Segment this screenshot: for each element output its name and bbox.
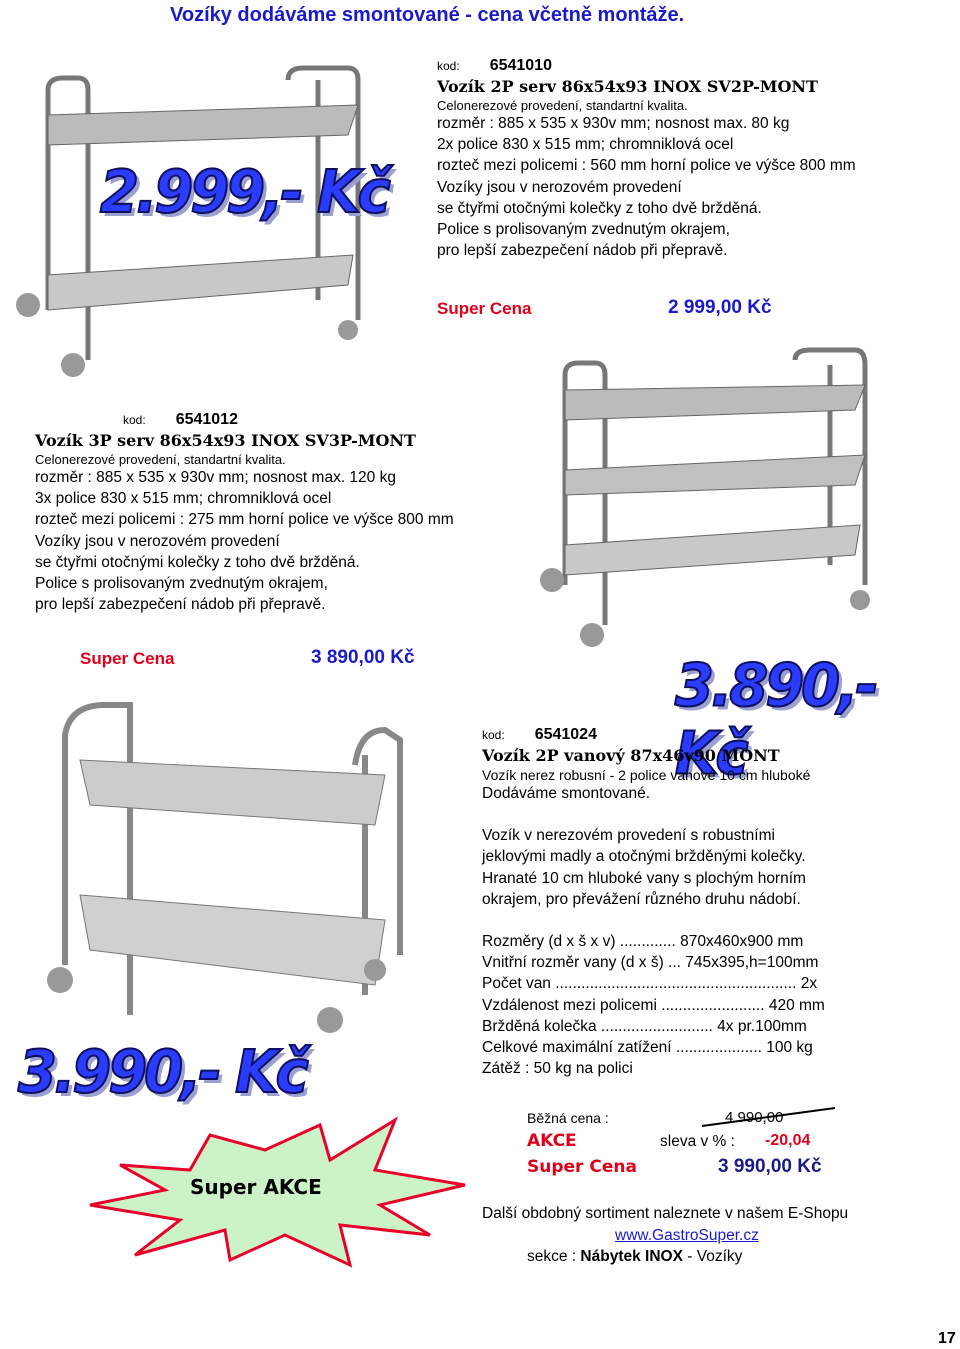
product-subtitle: Celonerezové provedení, standartní kvalita. [35, 452, 286, 467]
desc-line: Vozíky jsou v nerozovém provedení [437, 178, 682, 196]
code-label: kod: [482, 728, 505, 742]
desc-line: rozteč mezi policemi : 275 mm horní police ve výšce 800 mm [35, 511, 454, 529]
desc-line: pro lepší zabezpečení nádob při přepravě. [437, 242, 728, 260]
regular-price-label: Běžná cena : [527, 1110, 609, 1126]
spec-item: Počet van ........................................................ 2x [482, 975, 818, 993]
spec-item: Zátěž : 50 kg na polici [482, 1060, 633, 1078]
strikethrough-line [700, 1104, 840, 1128]
code-label: kod: [123, 413, 146, 427]
page-header: Vozíky dodáváme smontované - cena včetně montáže. [170, 4, 685, 26]
footer-note [482, 1203, 902, 1268]
product-6541012 [35, 411, 525, 615]
super-cena-label: Super Cena [80, 649, 175, 668]
desc-line: okrajem, pro převážení různého druhu nádobí. [482, 890, 801, 908]
super-akce-label: Super AKCE [190, 1175, 322, 1199]
product-price: 2 999,00 Kč [668, 297, 772, 318]
price-stamp: 3.890,- Kč [675, 651, 876, 789]
product-code: 6541012 [175, 411, 238, 428]
desc-line: se čtyřmi otočnými kolečky z toho dvě bržděná. [437, 199, 762, 217]
desc-line: rozteč mezi policemi : 560 mm horní police ve výšce 800 mm [437, 157, 856, 175]
desc-line: rozměr : 885 x 535 x 930v mm; nosnost max. 120 kg [35, 469, 396, 486]
desc-line: 2x police 830 x 515 mm; chromniklová ocel [437, 136, 734, 154]
discount-label: sleva v % : [660, 1133, 735, 1150]
desc-line: 3x police 830 x 515 mm; chromniklová ocel [35, 490, 332, 508]
section-suffix: - Vozíky [682, 1248, 743, 1265]
footer-text: Další obdobný sortiment naleznete v našem E-Shopu [482, 1205, 849, 1222]
desc-line: Vozík v nerezovém provedení s robustními [482, 827, 775, 845]
code-label: kod: [437, 59, 460, 73]
product-subtitle: Vozík nerez robusní - 2 police vanové 10 cm hluboké [482, 767, 811, 783]
super-cena-label: Super Cena [527, 1157, 637, 1177]
spec-item: Rozměry (d x š x v) ............. 870x460x900 mm [482, 933, 804, 951]
desc-line: pro lepší zabezpečení nádob při přepravě. [35, 596, 326, 614]
product-title: Vozík 2P vanový 87x46v90 MONT [482, 746, 780, 765]
super-cena-label: Super Cena [437, 299, 532, 318]
desc-line: se čtyřmi otočnými kolečky z toho dvě bržděná. [35, 553, 360, 571]
page-number: 17 [938, 1330, 956, 1347]
product-subtitle: Celonerezové provedení, standartní kvalita. [437, 98, 688, 113]
spec-item: Bržděná kolečka .......................... 4x pr.100mm [482, 1017, 807, 1035]
spec-list [482, 931, 952, 1079]
product-6541010 [437, 57, 917, 261]
desc-line: jeklovými madly a otočnými bržděnými kolečky. [482, 848, 806, 866]
section-prefix: sekce : [527, 1248, 581, 1265]
spec-item: Vnitřní rozměr vany (d x š) ... 745x395,h=100mm [482, 954, 819, 972]
product-price: 3 990,00 Kč [718, 1156, 822, 1177]
cart-3-shelf-image [530, 345, 880, 655]
spec-item: Celkové maximální zatížení .................... 100 kg [482, 1039, 813, 1057]
product-code: 6541024 [534, 726, 597, 743]
section-name: Nábytek INOX [580, 1248, 683, 1265]
eshop-link[interactable]: www.GastroSuper.cz [615, 1226, 759, 1244]
cart-tray-image [35, 695, 415, 1040]
spec-item: Vzdálenost mezi policemi ........................ 420 mm [482, 996, 825, 1014]
product-title: Vozík 3P serv 86x54x93 INOX SV3P-MONT [35, 431, 416, 450]
desc-line: Police s prolisovaným zvednutým okrajem, [437, 221, 730, 239]
desc-line: Vozíky jsou v nerozovém provedení [35, 532, 280, 550]
product-title: Vozík 2P serv 86x54x93 INOX SV2P-MONT [437, 77, 818, 96]
price-stamp: 3.990,- Kč [18, 1038, 306, 1107]
desc-line: Police s prolisovaným zvednutým okrajem, [35, 575, 328, 593]
akce-label: AKCE [527, 1131, 577, 1151]
desc-line: Hranaté 10 cm hluboké vany s plochým horním [482, 869, 806, 887]
assembled-note: Dodáváme smontované. [482, 785, 651, 802]
discount-value: -20,04 [765, 1132, 811, 1149]
price-stamp: 2.999,- Kč [100, 158, 388, 227]
desc-line: rozměr : 885 x 535 x 930v mm; nosnost max. 80 kg [437, 115, 790, 132]
product-code: 6541010 [489, 57, 552, 74]
product-6541024 [482, 726, 952, 1079]
regular-price: 4 990,00 [725, 1109, 784, 1126]
product-price: 3 890,00 Kč [311, 647, 415, 668]
